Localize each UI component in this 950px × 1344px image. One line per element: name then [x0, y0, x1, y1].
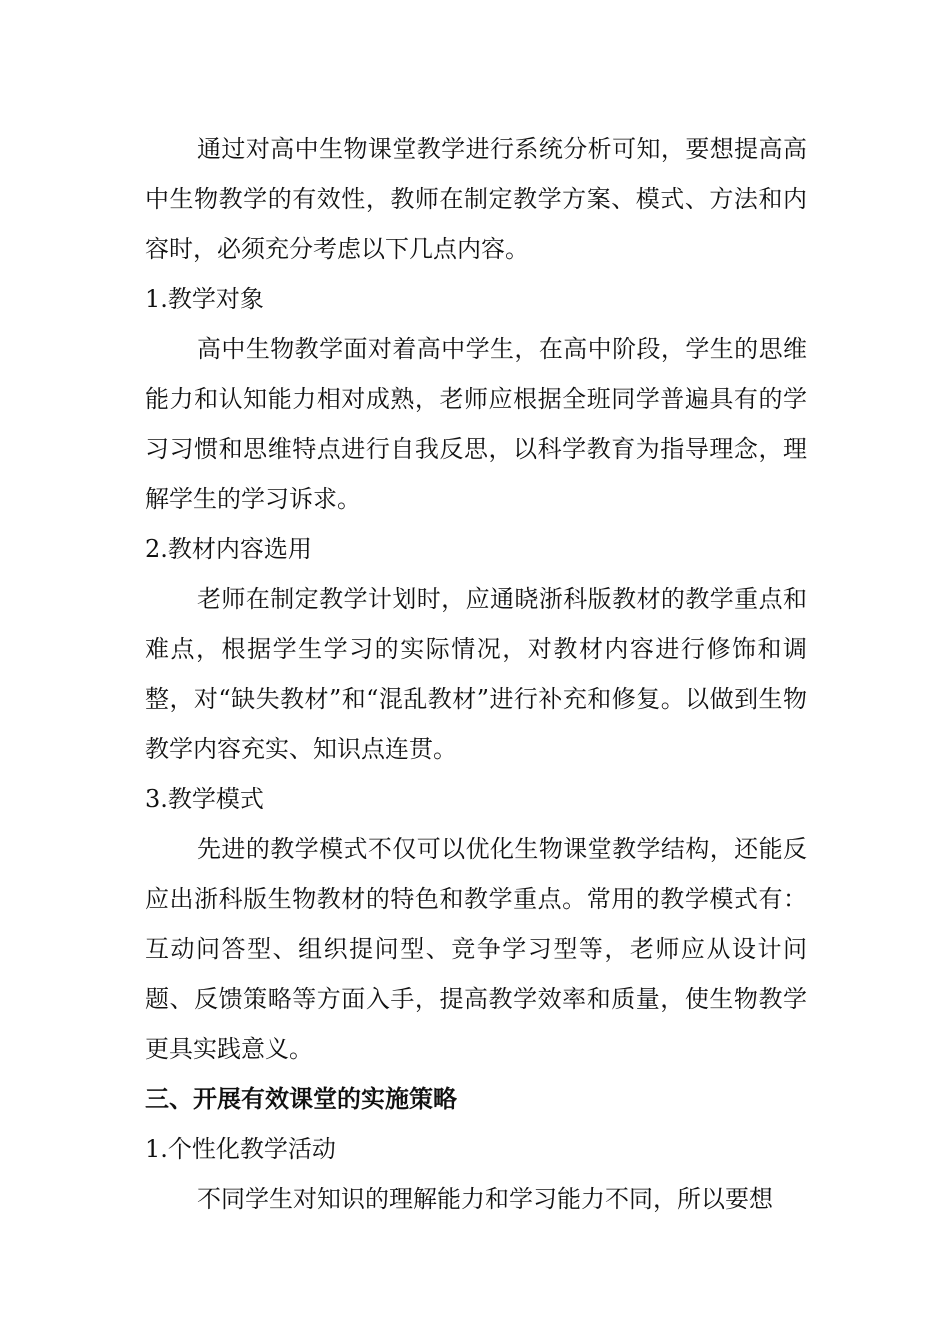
subheading-personalized-teaching: 1.个性化教学活动 [145, 1135, 336, 1163]
paragraph-textbook-selection: 老师在制定教学计划时，应通晓浙科版教材的教学重点和难点，根据学生学习的实际情况，对教材内容进行修饰和调整，对“缺失教材”和“混乱教材”进行补充和修复。以做到生物教学内容充实、知识点连贯。 [145, 585, 807, 763]
subheading-textbook-selection: 2.教材内容选用 [145, 535, 312, 563]
subheading-teaching-objects: 1.教学对象 [145, 285, 264, 313]
paragraph-personalized-teaching: 不同学生对知识的理解能力和学习能力不同，所以要想 [197, 1185, 773, 1213]
section-heading-strategies: 三、开展有效课堂的实施策略 [145, 1085, 457, 1113]
paragraph-intro: 通过对高中生物课堂教学进行系统分析可知，要想提高高中生物教学的有效性，教师在制定教学方案、模式、方法和内容时，必须充分考虑以下几点内容。 [145, 135, 807, 263]
document-body [145, 124, 807, 1224]
paragraph-teaching-objects: 高中生物教学面对着高中学生，在高中阶段，学生的思维能力和认知能力相对成熟，老师应根据全班同学普遍具有的学习习惯和思维特点进行自我反思，以科学教育为指导理念，理解学生的学习诉求。 [145, 335, 807, 513]
subheading-teaching-mode: 3.教学模式 [145, 785, 264, 813]
paragraph-teaching-mode: 先进的教学模式不仅可以优化生物课堂教学结构，还能反应出浙科版生物教材的特色和教学重点。常用的教学模式有：互动问答型、组织提问型、竞争学习型等，老师应从设计问题、反馈策略等方面入手，提高教学效率和质量，使生物教学更具实践意义。 [145, 835, 807, 1063]
